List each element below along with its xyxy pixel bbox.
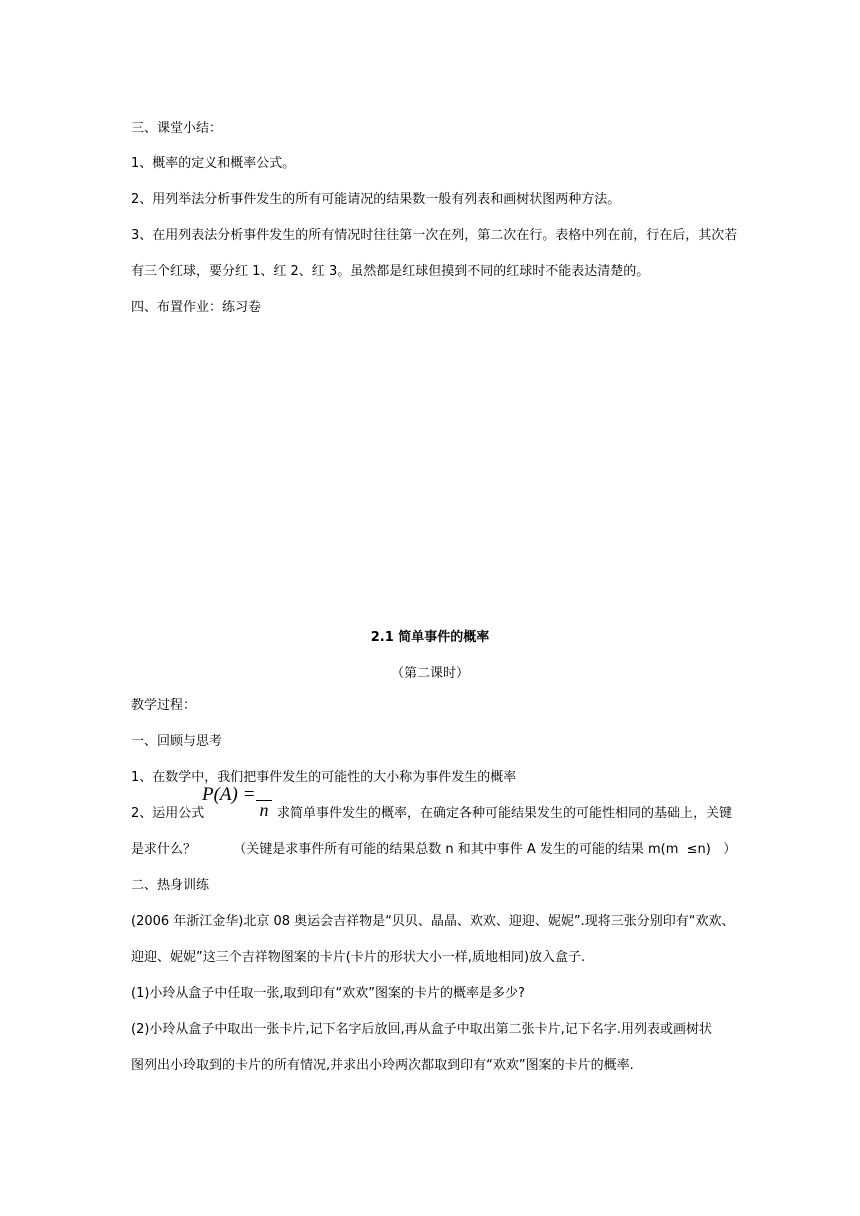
warmup-question-2: (2)小玲从盒子中取出一张卡片,记下名字后放回,再从盒子中取出第二张卡片,记下名字.用列表或画树状 [131, 1022, 712, 1037]
probability-fraction [256, 790, 272, 819]
review-item-2-suffix: 求简单事件发生的概率，在确定各种可能结果发生的可能性相同的基础上，关键 [277, 806, 733, 821]
review-item-1: 1、在数学中，我们把事件发生的可能性的大小称为事件发生的概率 [131, 770, 517, 785]
homework-line: 四、布置作业：练习卷 [131, 300, 262, 315]
warmup-problem-line-2: 迎迎、妮妮”这三个吉祥物图案的卡片(卡片的形状大小一样,质地相同)放入盒子. [131, 950, 586, 965]
warmup-problem-line-1: (2006 年浙江金华)北京 08 奥运会吉祥物是“贝贝、晶晶、欢欢、迎迎、妮妮”.现将三张分别印有“欢欢、 [131, 914, 735, 929]
process-heading: 教学过程： [131, 698, 197, 713]
warmup-question-1: (1)小玲从盒子中任取一张,取到印有“欢欢”图案的卡片的概率是多少? [131, 986, 525, 1001]
probability-formula: P(A) = [202, 784, 256, 805]
summary-heading: 三、课堂小结： [131, 121, 223, 136]
section-title: 2.1 简单事件的概率 [370, 630, 490, 645]
review-item-2-prefix: 2、运用公式 [131, 806, 205, 821]
review-item-2-cont: 是求什么？ （关键是求事件所有可能的结果总数 n 和其中事件 A 发生的可能的结果 m(m ≤n) ） [131, 842, 737, 857]
summary-item-3: 3、在用列表法分析事件发生的所有情况时往往第一次在列，第二次在行。表格中列在前，行在后，其次若 [131, 228, 738, 243]
section-subtitle: （第二课时） [390, 666, 469, 681]
summary-item-2: 2、用列举法分析事件发生的所有可能请况的结果数一般有列表和画树状图两种方法。 [131, 192, 621, 207]
summary-item-1: 1、概率的定义和概率公式。 [131, 156, 296, 171]
review-heading: 一、回顾与思考 [131, 734, 223, 749]
warmup-question-2-cont: 图列出小玲取到的卡片的所有情况,并求出小玲两次都取到印有“欢欢”图案的卡片的概率. [131, 1058, 634, 1073]
fraction-denominator: n [259, 800, 269, 820]
warmup-heading: 二、热身训练 [131, 878, 210, 893]
summary-item-3-cont: 有三个红球，要分红 1、红 2、红 3。虽然都是红球但摸到不同的红球时不能表达清楚的。 [131, 264, 650, 279]
